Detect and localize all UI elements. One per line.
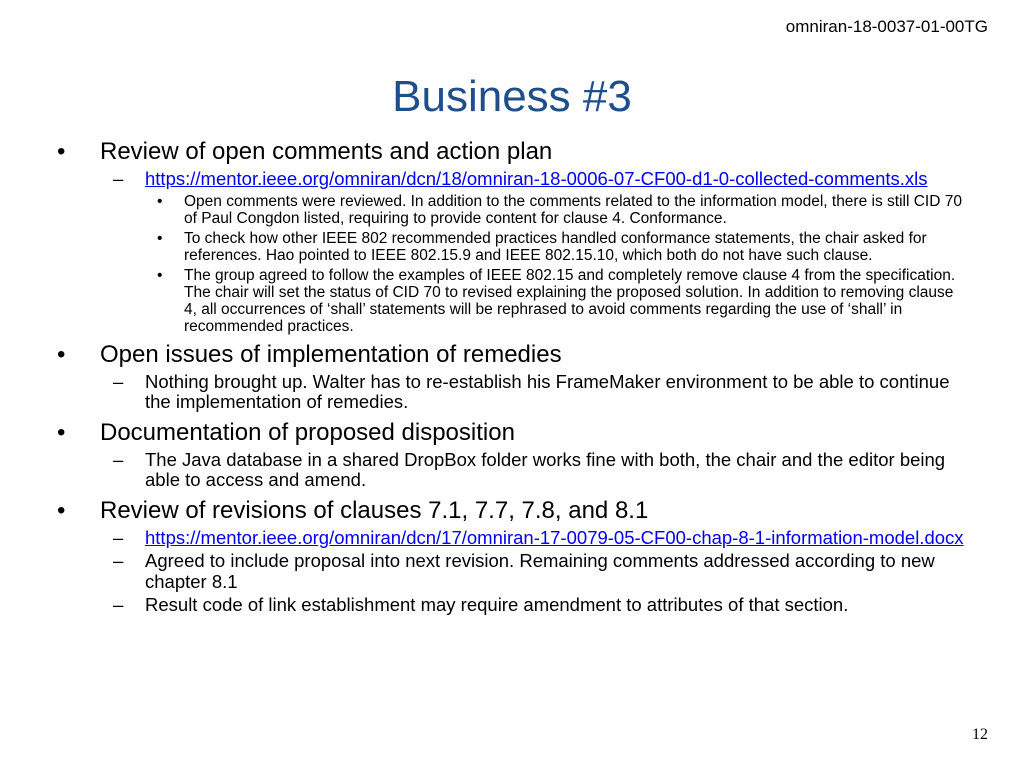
sub-item (0, 450, 965, 491)
bullet-marker: • (157, 229, 163, 247)
bullet-review-open-comments (0, 138, 980, 166)
sub-item-text: Agreed to include proposal into next revision. Remaining comments addressed according to new chapter 8.1 (145, 550, 935, 592)
sub-item (0, 372, 965, 413)
bullet-review-revisions (0, 497, 980, 525)
dash-marker: – (113, 526, 124, 548)
sub-item (0, 595, 965, 616)
bullet-marker: • (57, 340, 66, 368)
note-item (0, 193, 966, 227)
sub-item-link (0, 169, 965, 190)
sub-item-text: Result code of link establishment may require amendment to attributes of that section. (145, 594, 849, 615)
sub-item-text: The Java database in a shared DropBox folder works fine with both, the chair and the editor being able to access and amend. (145, 448, 946, 490)
dash-marker: – (113, 448, 124, 470)
bullet-marker: • (157, 266, 163, 284)
bullet-documentation (0, 419, 980, 447)
note-text: To check how other IEEE 802 recommended practices handled conformance statements, the chair asked for references. Hao pointed to IEEE 802.15.9 and IEEE 802.15.10, which both do not have such clause. (184, 229, 927, 264)
sub-item-link (0, 528, 965, 549)
dash-marker: – (113, 550, 124, 571)
dash-marker: – (113, 594, 124, 615)
bullet-marker: • (57, 418, 66, 446)
page-number: 12 (972, 726, 988, 743)
bullet-text: Open issues of implementation of remedies (100, 340, 562, 368)
slide-body (0, 138, 1024, 616)
sub-item-text: Nothing brought up. Walter has to re-establish his FrameMaker environment to be able to continue the implementation of remedies. (145, 370, 950, 412)
bullet-marker: • (57, 496, 66, 524)
slide-title: Business #3 (392, 72, 632, 121)
dash-marker: – (113, 370, 124, 392)
note-text: Open comments were reviewed. In addition to the comments related to the information model, there is still CID 70 of Paul Congdon listed, requiring to provide content for clause 4. Conformance. (184, 192, 962, 227)
sub-item (0, 551, 965, 592)
bullet-marker: • (157, 192, 163, 210)
bullet-open-issues (0, 341, 980, 369)
bullet-text: Review of open comments and action plan (100, 138, 553, 165)
note-text: The group agreed to follow the examples of IEEE 802.15 and completely remove clause 4 from the specification. The chair will set the status of CID 70 to revised explaining the proposed solution. In addition to removing clause 4, all occurrences of ‘shall’ statements will be rephrased to avoid comments regarding the use of ‘shall’ in recommended practices. (184, 266, 956, 335)
document-id: omniran-18-0037-01-00TG (785, 17, 988, 36)
information-model-doc-link[interactable]: https://mentor.ieee.org/omniran/dcn/17/omniran-17-0079-05-CF00-chap-8-1-information-model.docx (145, 526, 964, 548)
comments-spreadsheet-link[interactable]: https://mentor.ieee.org/omniran/dcn/18/omniran-18-0006-07-CF00-d1-0-collected-comments.xls (145, 168, 928, 189)
bullet-marker: • (57, 138, 66, 165)
note-item (0, 267, 966, 335)
bullet-text: Documentation of proposed disposition (100, 418, 515, 446)
note-item (0, 230, 966, 264)
dash-marker: – (113, 168, 124, 189)
bullet-text: Review of revisions of clauses 7.1, 7.7, 7.8, and 8.1 (100, 496, 649, 524)
